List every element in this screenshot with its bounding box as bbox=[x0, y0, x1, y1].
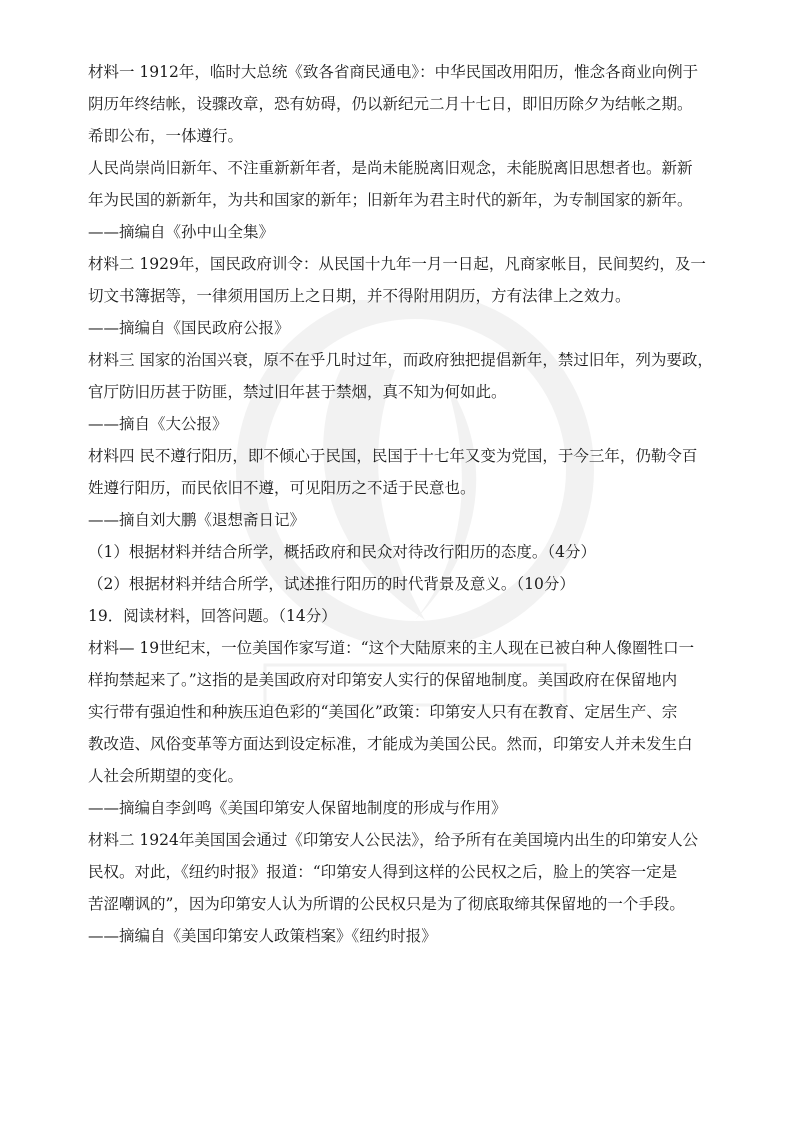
question-2: （2）根据材料并结合所学，试述推行阳历的时代背景及意义。（10分） bbox=[88, 575, 575, 593]
source-citation: ——摘编自李剑鸣《美国印第安人保留地制度的形成与作用》 bbox=[88, 799, 507, 817]
text-line: 民权。对此，《纽约时报》报道：“印第安人得到这样的公民权之后，脸上的笑容一定是 bbox=[88, 863, 678, 881]
text-line: 官厅防旧历甚于防匪，禁过旧年甚于禁烟，真不知为何如此。 bbox=[88, 383, 507, 401]
text-line: 切文书簿据等，一律须用国历上之日期，并不得附用阴历，方有法律上之效力。 bbox=[88, 287, 631, 305]
text-line: 实行带有强迫性和种族压迫色彩的“美国化”政策：印第安人只有在教育、定居生产、宗 bbox=[88, 703, 678, 721]
text-line: 阴历年终结帐，设骤改章，恐有妨碍，仍以新纪元二月十七日，即旧历除夕为结帐之期。 bbox=[88, 95, 693, 113]
text-line: 材料二 1924年美国国会通过《印第安人公民法》，给予所有在美国境内出生的印第安人公 bbox=[88, 831, 699, 849]
text-line: 苦涩嘲讽的”，因为印第安人认为所谓的公民权只是为了彻底取缔其保留地的一个手段。 bbox=[88, 895, 685, 913]
text-line: 材料二 1929年，国民政府训令：从民国十九年一月一日起，凡商家帐目，民间契约，及一 bbox=[88, 255, 706, 273]
text-line: 希即公布，一体遵行。 bbox=[88, 127, 244, 145]
question-1: （1）根据材料并结合所学，概括政府和民众对待改行阳历的态度。（4分） bbox=[88, 543, 596, 561]
text-line: 人民尚崇尚旧新年、不注重新新年者，是尚未能脱离旧观念，未能脱离旧思想者也。新新 bbox=[88, 159, 693, 177]
source-citation: ——摘编自《国民政府公报》 bbox=[88, 319, 290, 337]
text-line: 样拘禁起来了。”这指的是美国政府对印第安人实行的保留地制度。美国政府在保留地内 bbox=[88, 671, 678, 689]
source-citation: ——摘自刘大鹏《退想斋日记》 bbox=[88, 511, 306, 529]
text-line: 姓遵行阳历，而民依旧不遵，可见阳历之不适于民意也。 bbox=[88, 479, 476, 497]
question-19-heading: 19．阅读材料，回答问题。（14分） bbox=[88, 607, 337, 625]
text-line: 人社会所期望的变化。 bbox=[88, 767, 244, 785]
source-citation: ——摘编自《孙中山全集》 bbox=[88, 223, 275, 241]
source-citation: ——摘自《大公报》 bbox=[88, 415, 228, 433]
text-line: 材料— 19世纪末，一位美国作家写道：“这个大陆原来的主人现在已被白种人像圈牲口一 bbox=[88, 639, 695, 657]
text-line: 材料一 1912年，临时大总统《致各省商民通电》：中华民国改用阳历，惟念各商业向例于 bbox=[88, 63, 699, 81]
document-body bbox=[88, 62, 728, 958]
source-citation: ——摘编自《美国印第安人政策档案》《纽约时报》 bbox=[88, 927, 437, 945]
text-line: 年为民国的新新年，为共和国家的新年；旧新年为君主时代的新年，为专制国家的新年。 bbox=[88, 191, 693, 209]
text-line: 材料四 民不遵行阳历，即不倾心于民国，民国于十七年又变为党国，于今三年，仍勒令百 bbox=[88, 447, 698, 465]
text-line: 教改造、风俗变革等方面达到设定标准，才能成为美国公民。然而，印第安人并未发生白 bbox=[88, 735, 693, 753]
text-line: 材料三 国家的治国兴衰，原不在乎几时过年，而政府独把提倡新年，禁过旧年，列为要政， bbox=[88, 351, 713, 369]
